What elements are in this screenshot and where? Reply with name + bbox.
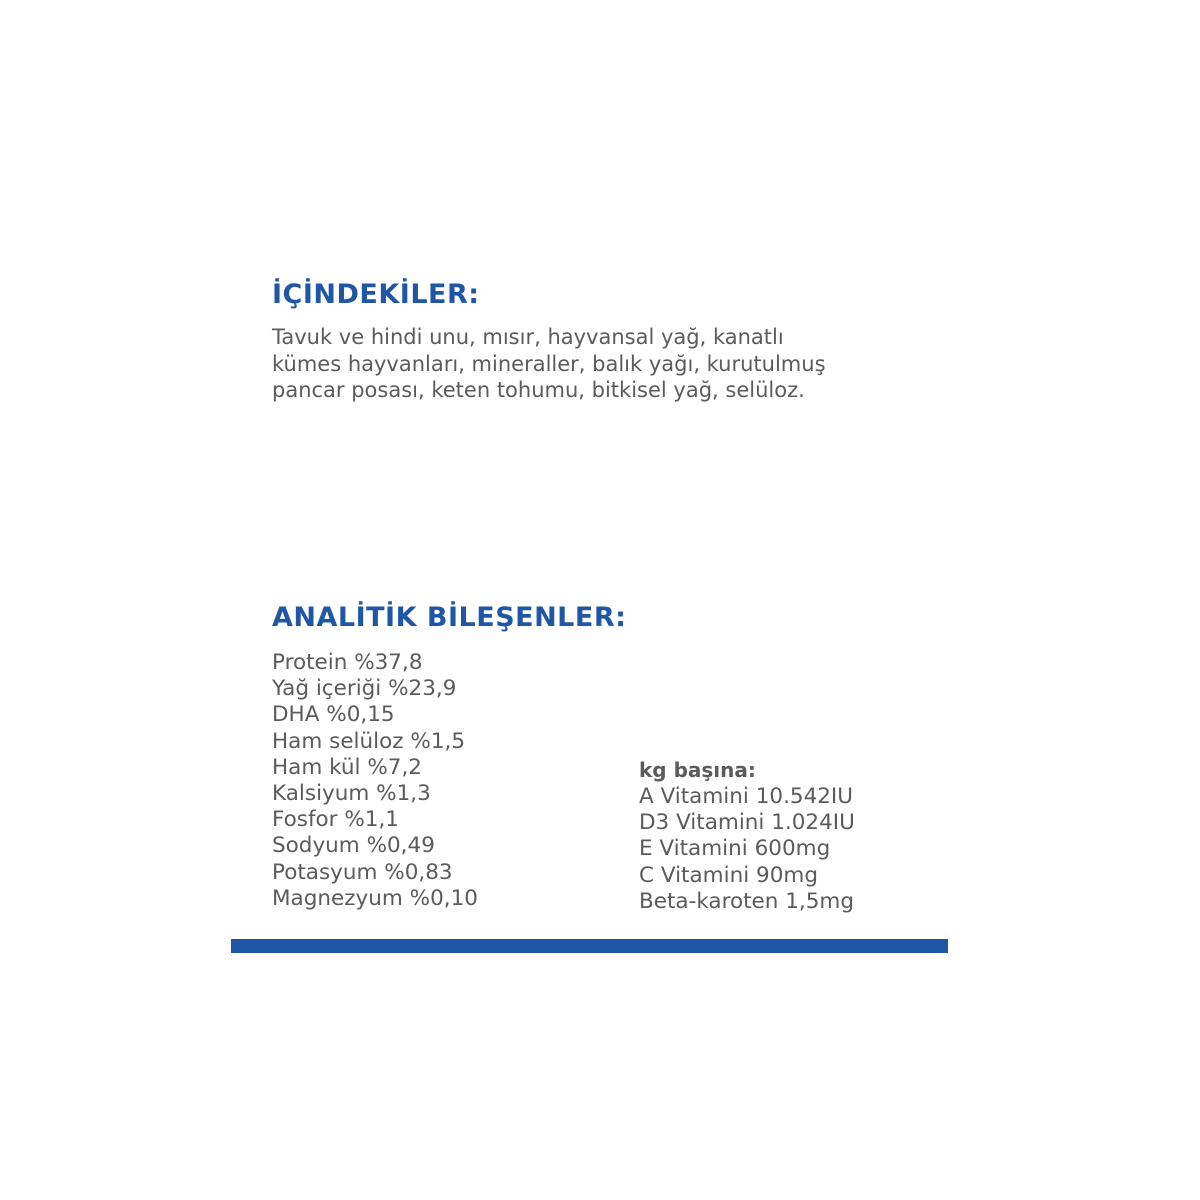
per-kg-heading: kg başına: bbox=[639, 758, 756, 782]
analytic-item-protein: Protein %37,8 bbox=[272, 650, 423, 675]
vitamin-item-beta-carotene: Beta-karoten 1,5mg bbox=[639, 888, 855, 914]
vitamin-list bbox=[639, 784, 855, 915]
vitamin-item-e: E Vitamini 600mg bbox=[639, 836, 831, 862]
bottom-divider bbox=[231, 939, 948, 953]
analytic-item-crude-fiber: Ham selüloz %1,5 bbox=[272, 728, 466, 754]
vitamin-item-a: A Vitamini 10.542IU bbox=[639, 784, 854, 809]
analytic-heading: ANALİTİK BİLEŞENLER: bbox=[272, 602, 627, 633]
analytic-item-crude-ash: Ham kül %7,2 bbox=[272, 754, 422, 780]
vitamin-item-c: C Vitamini 90mg bbox=[639, 862, 818, 888]
vitamin-item-d3: D3 Vitamini 1.024IU bbox=[639, 810, 855, 836]
ingredients-line: Tavuk ve hindi unu, mısır, hayvansal yağ, kanatlı bbox=[272, 325, 784, 349]
ingredients-line: kümes hayvanları, mineraller, balık yağı, kurutulmuş bbox=[272, 351, 826, 376]
analytic-list bbox=[272, 650, 478, 912]
ingredients-line: pancar posası, keten tohumu, bitkisel yağ, selüloz. bbox=[272, 378, 805, 402]
ingredients-heading: İÇİNDEKİLER: bbox=[272, 279, 480, 310]
analytic-item-phosphorus: Fosfor %1,1 bbox=[272, 807, 399, 833]
ingredients-text bbox=[272, 324, 952, 404]
analytic-item-fat: Yağ içeriği %23,9 bbox=[272, 676, 457, 702]
analytic-item-dha: DHA %0,15 bbox=[272, 702, 395, 728]
analytic-item-potassium: Potasyum %0,83 bbox=[272, 859, 453, 885]
analytic-item-calcium: Kalsiyum %1,3 bbox=[272, 781, 431, 807]
analytic-item-sodium: Sodyum %0,49 bbox=[272, 833, 435, 859]
analytic-item-magnesium: Magnezyum %0,10 bbox=[272, 885, 478, 911]
